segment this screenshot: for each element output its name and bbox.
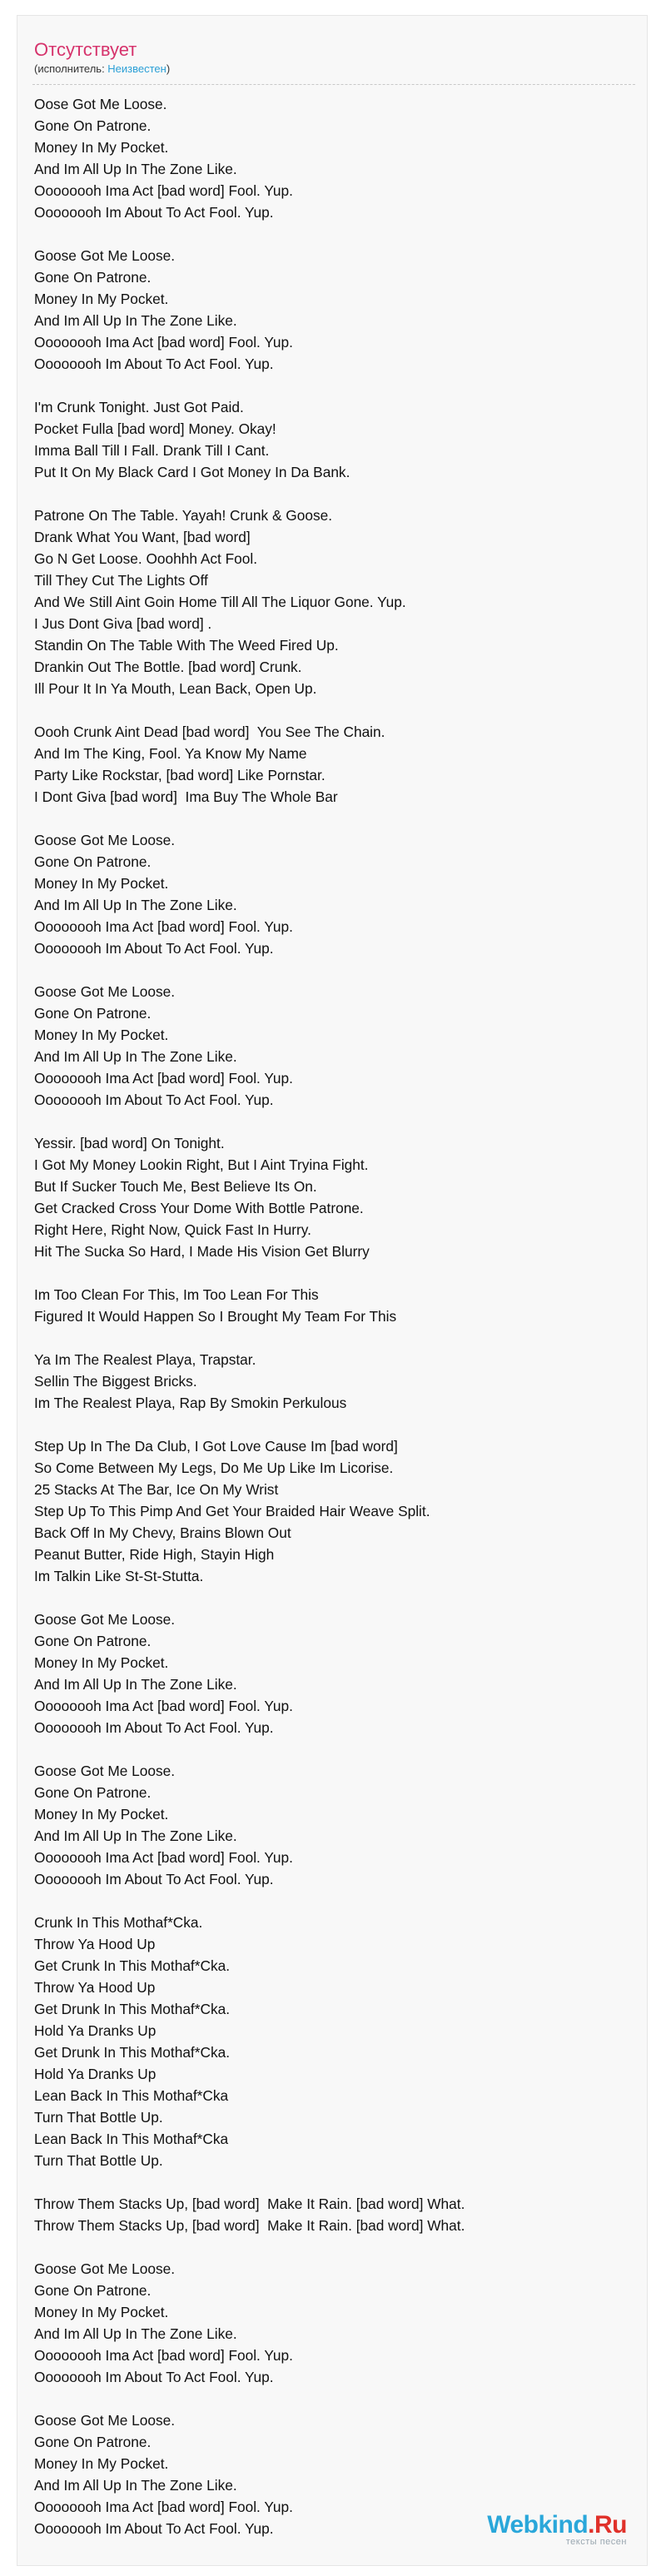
lyrics-line: Oooooooh Ima Act [bad word] Fool. Yup.	[34, 1698, 293, 1714]
lyrics-line: Goose Got Me Loose.	[34, 1763, 176, 1779]
lyrics-line: Oooooooh Im About To Act Fool. Yup.	[34, 204, 274, 221]
lyrics-line: Gone On Patrone.	[34, 1005, 152, 1022]
lyrics-line: Gone On Patrone.	[34, 2282, 152, 2299]
lyrics-line: Go N Get Loose. Ooohhh Act Fool.	[34, 550, 258, 567]
song-title: Отсутствует	[34, 39, 137, 60]
lyrics-line: Put It On My Black Card I Got Money In Da Bank.	[34, 464, 350, 480]
lyrics-line: Oooooooh Ima Act [bad word] Fool. Yup.	[34, 2347, 293, 2364]
artist-suffix: )	[166, 62, 171, 75]
lyrics-line: Gone On Patrone.	[34, 2434, 152, 2450]
song-header	[17, 16, 647, 76]
lyrics-stanza	[34, 1435, 647, 1587]
lyrics-line: Sellin The Biggest Bricks.	[34, 1373, 197, 1390]
lyrics-line: Oooooooh Ima Act [bad word] Fool. Yup.	[34, 2499, 293, 2515]
lyrics-line: Oooooooh Im About To Act Fool. Yup.	[34, 356, 274, 372]
lyrics-line: Throw Them Stacks Up, [bad word] Make It Rain. [bad word] What.	[34, 2196, 465, 2212]
lyrics-line: Money In My Pocket.	[34, 1027, 169, 1043]
lyrics-line: Get Cracked Cross Your Dome With Bottle Patrone.	[34, 1200, 364, 1216]
lyrics-line: Money In My Pocket.	[34, 1806, 169, 1823]
lyrics-stanza	[34, 1284, 647, 1327]
lyrics-stanza	[34, 396, 647, 483]
lyrics-line: Oooooooh Ima Act [bad word] Fool. Yup.	[34, 1849, 293, 1866]
lyrics-line: Get Drunk In This Mothaf*Cka.	[34, 2044, 230, 2061]
lyrics-line: Goose Got Me Loose.	[34, 2260, 176, 2277]
lyrics-line: Step Up To This Pimp And Get Your Braided Hair Weave Split.	[34, 1503, 430, 1519]
lyrics-line: And Im All Up In The Zone Like.	[34, 2325, 237, 2342]
lyrics-line: And Im All Up In The Zone Like.	[34, 1048, 237, 1065]
lyrics-line: Im Talkin Like St-St-Stutta.	[34, 1568, 204, 1584]
lyrics-line: Throw Ya Hood Up	[34, 1936, 156, 1952]
lyrics-line: Hold Ya Dranks Up	[34, 2022, 157, 2039]
lyrics-line: Patrone On The Table. Yayah! Crunk & Goose.	[34, 507, 333, 524]
lyrics-line: I Dont Giva [bad word] Ima Buy The Whole Bar	[34, 788, 338, 805]
lyrics-line: Crunk In This Mothaf*Cka.	[34, 1914, 203, 1931]
lyrics-line: Oooooooh Im About To Act Fool. Yup.	[34, 2369, 274, 2385]
lyrics-line: Oooooooh Im About To Act Fool. Yup.	[34, 1719, 274, 1736]
lyrics-line: Hold Ya Dranks Up	[34, 2066, 157, 2082]
lyrics-stanza	[34, 1609, 647, 1738]
lyrics-stanza	[34, 1349, 647, 1414]
lyrics-line: Drankin Out The Bottle. [bad word] Crunk.	[34, 659, 302, 675]
lyrics-line: Oooooooh Im About To Act Fool. Yup.	[34, 1092, 274, 1108]
lyrics-line: Gone On Patrone.	[34, 1784, 152, 1801]
lyrics-line: So Come Between My Legs, Do Me Up Like Im Licorise.	[34, 1460, 394, 1476]
lyrics-line: Hit The Sucka So Hard, I Made His Vision Get Blurry	[34, 1243, 370, 1260]
lyrics-line: Throw Ya Hood Up	[34, 1979, 156, 1996]
lyrics-line: Ya Im The Realest Playa, Trapstar.	[34, 1351, 256, 1368]
lyrics-line: Money In My Pocket.	[34, 139, 169, 156]
lyrics-line: Turn That Bottle Up.	[34, 2152, 163, 2169]
lyrics-line: Money In My Pocket.	[34, 1654, 169, 1671]
lyrics-stanza	[34, 1760, 647, 1890]
lyrics-line: Lean Back In This Mothaf*Cka	[34, 2131, 229, 2147]
lyrics-line: Throw Them Stacks Up, [bad word] Make It Rain. [bad word] What.	[34, 2217, 465, 2234]
lyrics-line: Figured It Would Happen So I Brought My Team For This	[34, 1308, 397, 1325]
lyrics-line: Till They Cut The Lights Off	[34, 572, 208, 589]
lyrics-line: And Im All Up In The Zone Like.	[34, 897, 237, 913]
lyrics-line: Ill Pour It In Ya Mouth, Lean Back, Open Up.	[34, 680, 317, 697]
lyrics-stanza	[34, 829, 647, 959]
lyrics-line: Im Too Clean For This, Im Too Lean For This	[34, 1286, 319, 1303]
lyrics-line: Right Here, Right Now, Quick Fast In Hurry.	[34, 1221, 311, 1238]
lyrics-stanza	[34, 2193, 647, 2236]
artist-link[interactable]: Неизвестен	[107, 62, 166, 75]
lyrics-line: Oooooooh Im About To Act Fool. Yup.	[34, 1871, 274, 1887]
lyrics-line: Goose Got Me Loose.	[34, 983, 176, 1000]
lyrics-line: Money In My Pocket.	[34, 2304, 169, 2320]
lyrics-line: Im The Realest Playa, Rap By Smokin Perkulous	[34, 1395, 347, 1411]
lyrics-line: 25 Stacks At The Bar, Ice On My Wrist	[34, 1481, 279, 1498]
lyrics-line: Money In My Pocket.	[34, 291, 169, 307]
lyrics-line: I Jus Dont Giva [bad word] .	[34, 615, 212, 632]
brand-name: Webkind	[487, 2511, 589, 2539]
lyrics-line: Get Drunk In This Mothaf*Cka.	[34, 2001, 230, 2017]
song-meta	[34, 62, 647, 76]
lyrics-stanza	[34, 93, 647, 223]
lyrics-line: Lean Back In This Mothaf*Cka	[34, 2087, 229, 2104]
lyrics-line: Imma Ball Till I Fall. Drank Till I Cant.	[34, 442, 270, 459]
lyrics-line: Gone On Patrone.	[34, 117, 152, 134]
lyrics-line: Oooooooh Ima Act [bad word] Fool. Yup.	[34, 182, 293, 199]
lyrics-stanza	[34, 505, 647, 699]
lyrics-line: Gone On Patrone.	[34, 853, 152, 870]
lyrics-line: I'm Crunk Tonight. Just Got Paid.	[34, 399, 244, 415]
lyrics-line: Pocket Fulla [bad word] Money. Okay!	[34, 420, 276, 437]
lyrics-stanza	[34, 1132, 647, 1262]
lyrics-line: And Im All Up In The Zone Like.	[34, 2477, 237, 2494]
lyrics-stanza	[34, 981, 647, 1111]
lyrics-line: And Im All Up In The Zone Like.	[34, 1676, 237, 1693]
lyrics-line: But If Sucker Touch Me, Best Believe Its On.	[34, 1178, 317, 1195]
lyrics-stanza	[34, 245, 647, 375]
lyrics-line: Goose Got Me Loose.	[34, 2412, 176, 2429]
lyrics-line: Goose Got Me Loose.	[34, 1611, 176, 1628]
lyrics-line: Peanut Butter, Ride High, Stayin High	[34, 1546, 275, 1563]
brand-tld: .Ru	[588, 2511, 627, 2539]
brand-wordmark	[487, 2512, 627, 2539]
lyrics-card	[17, 15, 648, 2566]
lyrics-line: Money In My Pocket.	[34, 2455, 169, 2472]
lyrics-line: Oooooooh Im About To Act Fool. Yup.	[34, 940, 274, 957]
lyrics-line: Turn That Bottle Up.	[34, 2109, 163, 2126]
lyrics-line: Drank What You Want, [bad word]	[34, 529, 251, 545]
lyrics-line: Money In My Pocket.	[34, 875, 169, 892]
lyrics-line: Oooooooh Ima Act [bad word] Fool. Yup.	[34, 1070, 293, 1087]
lyrics-line: And We Still Aint Goin Home Till All The Liquor Gone. Yup.	[34, 594, 406, 610]
lyrics-line: Oose Got Me Loose.	[34, 96, 167, 112]
lyrics-line: Goose Got Me Loose.	[34, 247, 176, 264]
lyrics-line: Oooh Crunk Aint Dead [bad word] You See The Chain.	[34, 724, 385, 740]
lyrics-stanza	[34, 2258, 647, 2388]
lyrics-line: Party Like Rockstar, [bad word] Like Pornstar.	[34, 767, 326, 783]
brand-logo[interactable]	[487, 2512, 627, 2547]
lyrics-line: Oooooooh Ima Act [bad word] Fool. Yup.	[34, 918, 293, 935]
lyrics-line: And Im All Up In The Zone Like.	[34, 312, 237, 329]
lyrics-body	[17, 85, 647, 2539]
lyrics-line: I Got My Money Lookin Right, But I Aint Tryina Fight.	[34, 1156, 369, 1173]
artist-prefix: (исполнитель:	[34, 62, 108, 75]
lyrics-stanza	[34, 1912, 647, 2171]
lyrics-line: Step Up In The Da Club, I Got Love Cause Im [bad word]	[34, 1438, 398, 1455]
lyrics-line: And Im All Up In The Zone Like.	[34, 1828, 237, 1844]
lyrics-line: Oooooooh Im About To Act Fool. Yup.	[34, 2520, 274, 2537]
lyrics-line: Yessir. [bad word] On Tonight.	[34, 1135, 225, 1151]
lyrics-stanza	[34, 721, 647, 808]
lyrics-line: Oooooooh Ima Act [bad word] Fool. Yup.	[34, 334, 293, 351]
lyrics-line: Get Crunk In This Mothaf*Cka.	[34, 1957, 230, 1974]
brand-tagline: тексты песен	[565, 2537, 627, 2547]
lyrics-line: Gone On Patrone.	[34, 269, 152, 286]
lyrics-line: And Im All Up In The Zone Like.	[34, 161, 237, 177]
lyrics-line: Gone On Patrone.	[34, 1633, 152, 1649]
lyrics-line: And Im The King, Fool. Ya Know My Name	[34, 745, 307, 762]
lyrics-line: Back Off In My Chevy, Brains Blown Out	[34, 1524, 291, 1541]
lyrics-line: Standin On The Table With The Weed Fired Up.	[34, 637, 339, 654]
lyrics-line: Goose Got Me Loose.	[34, 832, 176, 848]
